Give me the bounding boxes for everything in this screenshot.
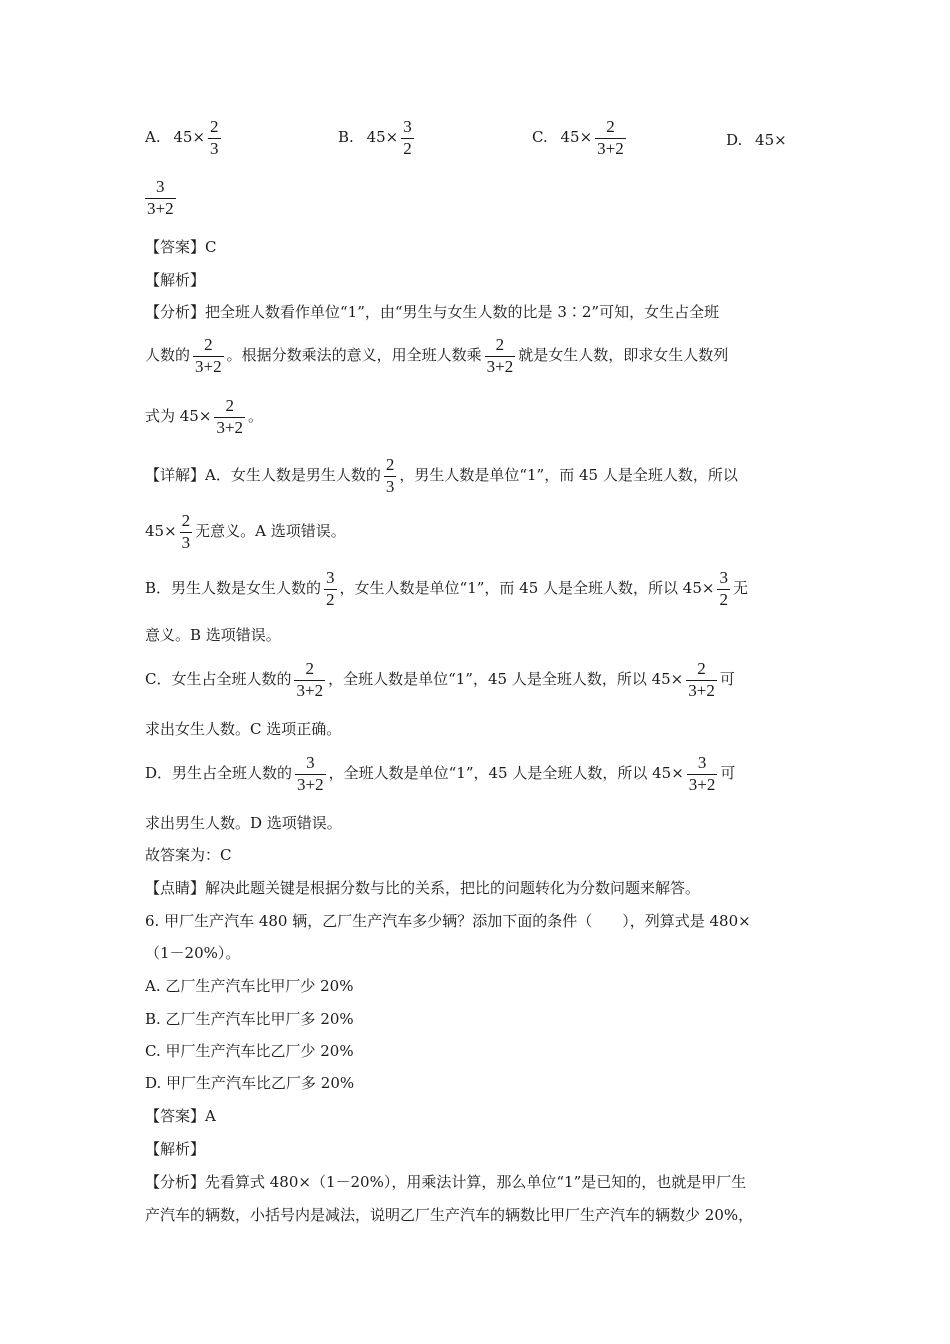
denominator: 2 — [326, 590, 335, 609]
option-c-label: C. — [532, 128, 548, 146]
fraction — [214, 397, 245, 437]
option-b-label: B. — [338, 128, 354, 146]
numerator: 3 — [156, 177, 165, 196]
text: ，男生人数是单位“1”，而 45 人是全班人数，所以 — [399, 466, 738, 484]
numerator: 2 — [495, 335, 505, 354]
text: D．男生占全班人数的 — [145, 764, 293, 782]
text: ，全班人数是单位“1”，45 人是全班人数，所以 45× — [328, 670, 684, 688]
question-6-option-c: C. 甲厂生产汽车比乙厂少 20% — [145, 1042, 354, 1060]
denominator: 3+2 — [195, 357, 222, 376]
question-6-analysis-line-1: 【分析】先看算式 480×（1－20%），用乘法计算，那么单位“1”是已知的，也就是甲厂生 — [145, 1173, 747, 1191]
denominator: 3 — [210, 139, 219, 158]
text: 45× — [145, 522, 177, 540]
denominator: 2 — [403, 139, 412, 158]
text: 就是女生人数，即求女生人数列 — [518, 346, 729, 364]
text: 无意义。A 选项错误。 — [195, 522, 346, 540]
text: C．女生占全班人数的 — [145, 670, 292, 688]
numerator: 2 — [697, 659, 706, 678]
question-6-answer: 【答案】A — [145, 1107, 216, 1125]
comment-line: 【点睛】解决此题关键是根据分数与比的关系，把比的问题转化为分数问题来解答。 — [145, 879, 701, 897]
question-6-analysis-line-2: 产汽车的辆数，小括号内是减法，说明乙厂生产汽车的辆数比甲厂生产汽车的辆数少 20%， — [145, 1206, 754, 1224]
detail-b-line-1 — [145, 569, 748, 609]
option-d-expr: 45× — [755, 131, 787, 149]
option-d — [726, 131, 787, 149]
fraction — [687, 754, 718, 794]
numerator: 2 — [181, 511, 191, 530]
text: 式为 45× — [145, 407, 212, 425]
fraction — [595, 118, 626, 158]
question-6-option-a: A. 乙厂生产汽车比甲厂少 20% — [145, 977, 354, 995]
question-6-option-b: B. 乙厂生产汽车比甲厂多 20% — [145, 1010, 354, 1028]
fraction — [295, 754, 326, 794]
option-b — [338, 118, 417, 158]
denominator: 3 — [181, 533, 191, 552]
numerator: 3 — [719, 568, 728, 587]
numerator: 3 — [697, 753, 707, 772]
option-a-label: A. — [145, 128, 161, 146]
denominator: 3+2 — [296, 681, 324, 700]
detail-a-line-1 — [145, 456, 738, 496]
analysis-heading: 【解析】 — [145, 271, 206, 289]
denominator: 3+2 — [486, 357, 514, 376]
analysis-line-1: 【分析】把全班人数看作单位“1”，由“男生与女生人数的比是 3∶2”可知，女生占全班 — [145, 303, 720, 321]
numerator: 2 — [385, 455, 395, 474]
fraction — [208, 118, 221, 158]
analysis-line-2 — [145, 336, 728, 376]
question-6-stem-1: 6. 甲厂生产汽车 480 辆，乙厂生产汽车多少辆？添加下面的条件（ ），列算式是 480× — [145, 912, 751, 930]
text: ，女生人数是单位“1”，而 45 人是全班人数，所以 45× — [339, 579, 715, 597]
question-6-stem-2: （1－20%）。 — [145, 944, 241, 962]
fraction — [686, 660, 717, 700]
denominator: 3+2 — [216, 418, 244, 437]
detail-d-line-2: 求出男生人数。D 选项错误。 — [145, 814, 342, 832]
numerator: 3 — [306, 753, 315, 772]
text: 。 — [248, 407, 264, 425]
fraction — [145, 178, 176, 218]
detail-c-line-1 — [145, 660, 735, 700]
numerator: 2 — [305, 659, 315, 678]
text: B．男生人数是女生人数的 — [145, 579, 322, 597]
fraction — [401, 118, 414, 158]
detail-b-line-2: 意义。B 选项错误。 — [145, 626, 281, 644]
numerator: 2 — [225, 396, 234, 415]
option-a-expr: 45× — [173, 128, 206, 146]
option-c — [532, 118, 629, 158]
fraction — [294, 660, 325, 700]
conclusion-line: 故答案为：C — [145, 846, 232, 864]
detail-c-line-2: 求出女生人数。C 选项正确。 — [145, 720, 342, 738]
option-c-expr: 45× — [560, 128, 593, 146]
answer-line: 【答案】C — [145, 238, 217, 256]
fraction — [180, 512, 193, 552]
text: ，全班人数是单位“1”，45 人是全班人数，所以 45× — [328, 764, 684, 782]
option-d-label: D. — [726, 131, 743, 149]
text: 【详解】A．女生人数是男生人数的 — [145, 466, 381, 484]
analysis-line-3 — [145, 397, 263, 437]
detail-d-line-1 — [145, 754, 735, 794]
option-a — [145, 118, 224, 158]
numerator: 2 — [210, 117, 219, 136]
numerator: 3 — [326, 568, 335, 587]
denominator: 2 — [719, 590, 728, 609]
denominator: 3 — [385, 477, 395, 496]
question-6-option-d: D. 甲厂生产汽车比乙厂多 20% — [145, 1074, 355, 1092]
text: 可 — [720, 764, 736, 782]
numerator: 3 — [403, 117, 412, 136]
detail-a-line-2 — [145, 512, 346, 552]
denominator: 3+2 — [597, 139, 624, 158]
question-6-analysis-heading: 【解析】 — [145, 1140, 206, 1158]
text: 可 — [719, 670, 735, 688]
fraction — [384, 456, 397, 496]
text: 无 — [732, 579, 748, 597]
fraction — [324, 569, 337, 609]
denominator: 3+2 — [688, 681, 715, 700]
text: 人数的 — [145, 346, 191, 364]
numerator: 2 — [606, 117, 615, 136]
denominator: 3+2 — [147, 199, 174, 218]
fraction — [717, 569, 730, 609]
numerator: 2 — [204, 335, 213, 354]
denominator: 3+2 — [297, 775, 324, 794]
fraction — [485, 336, 516, 376]
text: 。根据分数乘法的意义，用全班人数乘 — [226, 346, 482, 364]
option-b-expr: 45× — [366, 128, 399, 146]
option-d-fraction — [145, 178, 176, 218]
denominator: 3+2 — [688, 775, 716, 794]
fraction — [193, 336, 224, 376]
